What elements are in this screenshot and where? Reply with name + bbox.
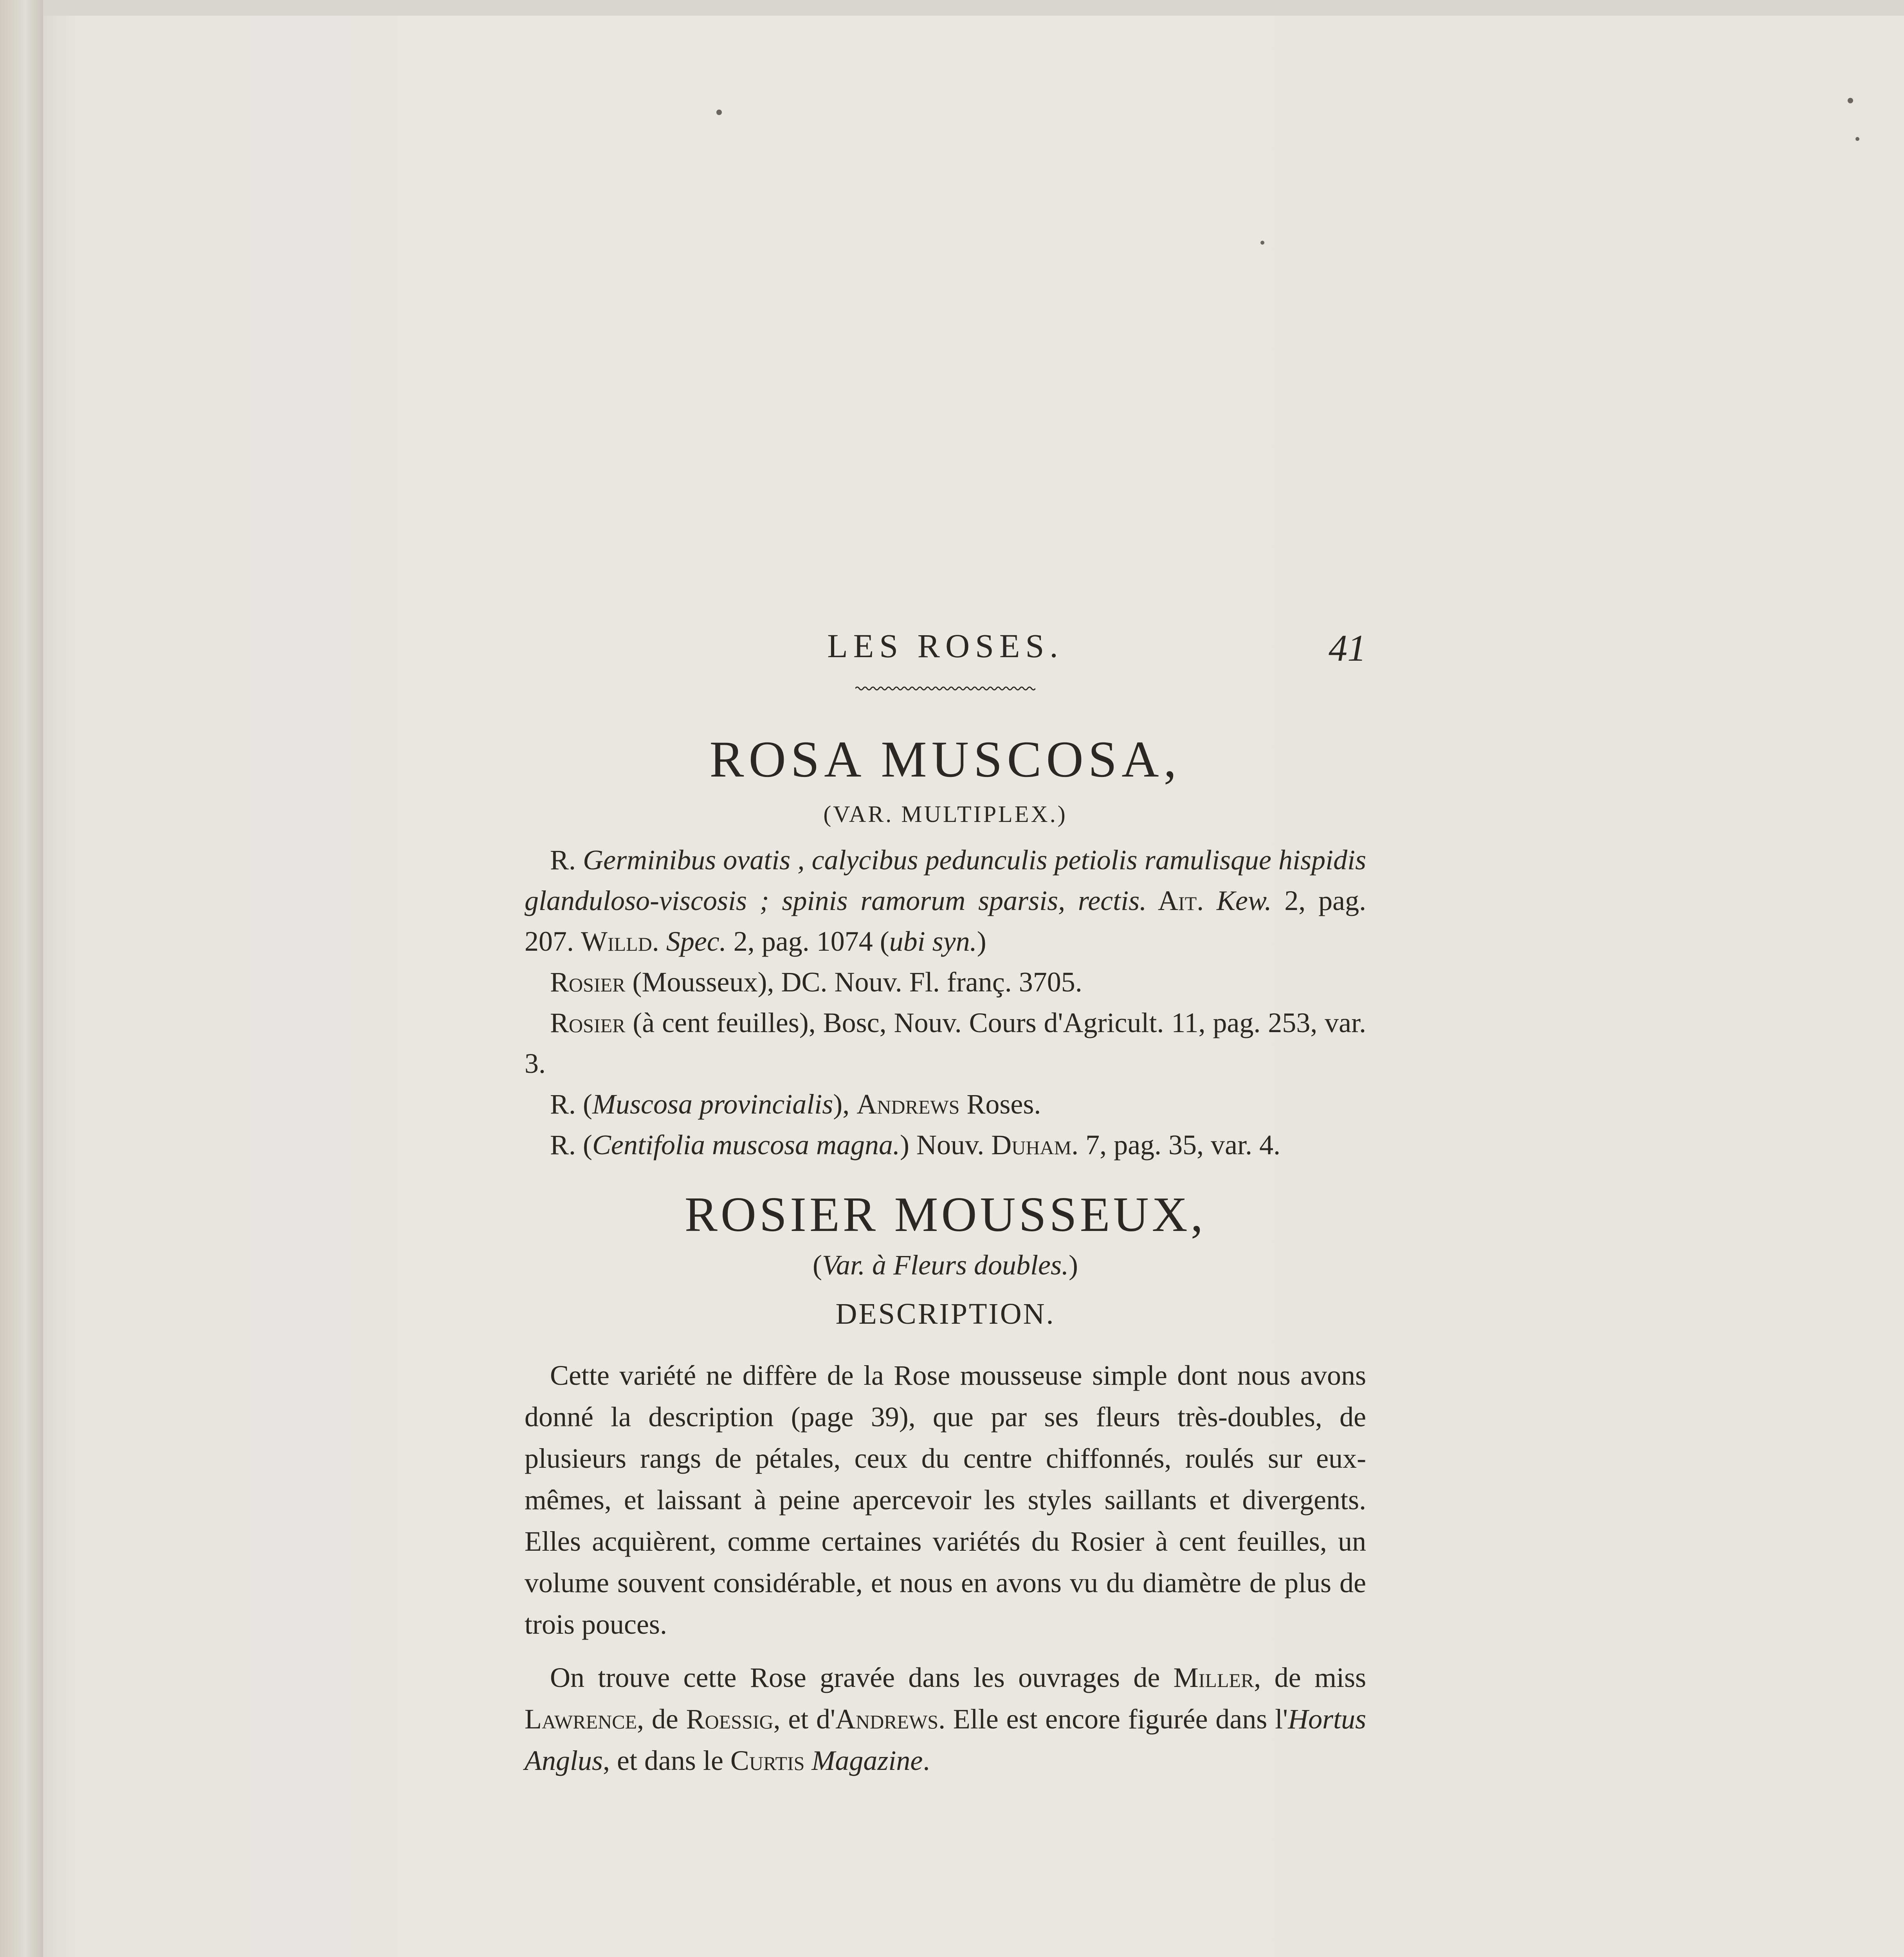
paper-speck xyxy=(1855,137,1859,141)
description-body xyxy=(525,1355,1366,1781)
synonymy xyxy=(525,840,1366,1165)
synonym-entry: R. Germinibus ovatis , calycibus pedunculis petiolis ramulisque hispidis glanduloso-viscosis ; spinis ramorum sparsis, rectis. Ait. Kew. 2, pag. 207. Willd. Spec. 2, pag. 1074 (ubi syn.) xyxy=(525,844,1366,957)
species-variety: (VAR. MULTIPLEX.) xyxy=(823,801,1067,827)
ornamental-rule xyxy=(855,685,1035,692)
book-spine xyxy=(0,0,43,1957)
paper-speck xyxy=(716,110,722,115)
paper-speck xyxy=(1260,241,1264,245)
synonym-entry: Rosier (à cent feuilles), Bosc, Nouv. Cours d'Agricult. 11, pag. 253, var. 3. xyxy=(525,1007,1366,1079)
french-name: ROSIER MOUSSEUX, xyxy=(684,1188,1206,1242)
paper-speck xyxy=(1848,98,1853,103)
synonym-entry: R. (Muscosa provincialis), Andrews Roses. xyxy=(550,1088,1041,1120)
description-paragraph: Cette variété ne diffère de la Rose mousseuse simple dont nous avons donné la description (page 39), que par ses fleurs très-doubles, de plusieurs rangs de pétales, ceux du centre chiffonnés, roulés sur eux-mêmes, et laissant à peine apercevoir les styles saillants et divergents. Elles acquièrent, comme certaines variétés du Rosier à cent feuilles, un volume souvent considérable, et nous en avons vu du diamètre de plus de trois pouces. xyxy=(525,1360,1366,1640)
running-head xyxy=(525,626,1366,673)
text-block xyxy=(525,626,1366,1781)
page-number: 41 xyxy=(1329,627,1366,669)
species-latin-name: ROSA MUSCOSA, xyxy=(709,730,1181,788)
french-variety: (Var. à Fleurs doubles.) xyxy=(813,1249,1078,1281)
synonym-entry: Rosier (Mousseux), DC. Nouv. Fl. franç. 3705. xyxy=(550,966,1082,998)
synonym-entry: R. (Centifolia muscosa magna.) Nouv. Duham. 7, pag. 35, var. 4. xyxy=(550,1129,1280,1161)
description-heading: DESCRIPTION. xyxy=(835,1297,1055,1330)
description-paragraph: On trouve cette Rose gravée dans les ouvrages de Miller, de miss Lawrence, de Roessig, et d'Andrews. Elle est encore figurée dans l'Hortus Anglus, et dans le Curtis Magazine. xyxy=(525,1662,1366,1776)
running-title: LES ROSES. xyxy=(827,627,1064,665)
